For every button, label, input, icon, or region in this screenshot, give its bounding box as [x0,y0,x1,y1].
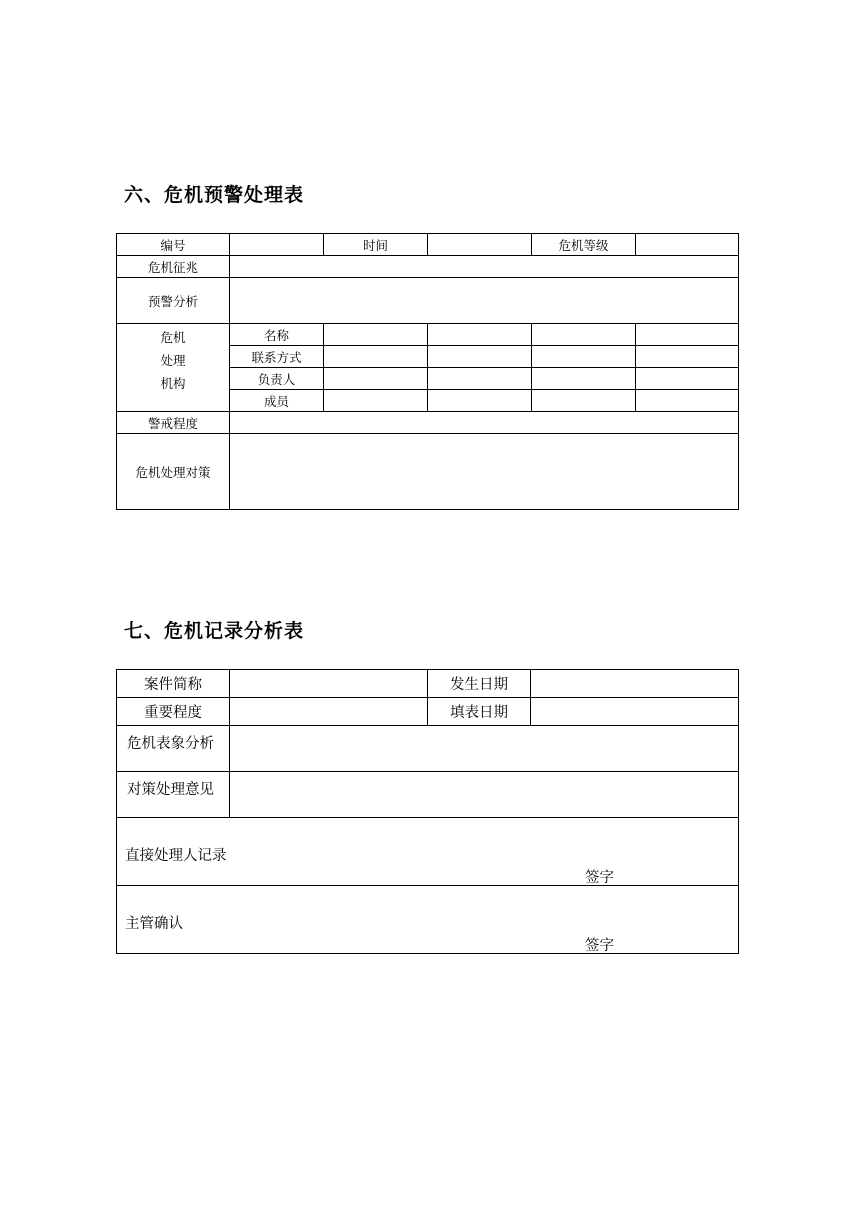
table-row [117,256,739,278]
importance-field[interactable] [230,698,428,726]
handler-signature-label: 签字 [585,870,614,886]
time-field[interactable] [428,234,532,256]
table-row [117,886,739,954]
phenomenon-label: 危机表象分析 [117,726,230,772]
org-label [117,324,230,412]
level-field[interactable] [636,234,739,256]
fill-date-label: 填表日期 [428,698,531,726]
analysis-field[interactable] [230,278,739,324]
table-cell[interactable] [428,368,532,390]
table-cell[interactable] [532,346,636,368]
measures-field[interactable] [230,434,739,510]
fill-date-field[interactable] [531,698,739,726]
table-cell[interactable] [532,324,636,346]
alert-field[interactable] [230,412,739,434]
case-name-label: 案件简称 [117,670,230,698]
table-cell[interactable] [428,390,532,412]
org-label-line: 机构 [160,376,186,391]
table-cell[interactable] [324,346,428,368]
handler-record-cell[interactable] [117,818,739,886]
table-row [117,698,739,726]
number-field[interactable] [230,234,324,256]
section6-title: 六、危机预警处理表 [124,184,305,206]
table-cell[interactable] [324,390,428,412]
opinion-label: 对策处理意见 [117,772,230,818]
table-cell[interactable] [636,390,739,412]
table-cell[interactable] [532,368,636,390]
opinion-field[interactable] [230,772,739,818]
table-row [117,278,739,324]
section7-title: 七、危机记录分析表 [124,620,305,642]
phenomenon-field[interactable] [230,726,739,772]
number-label: 编号 [117,234,230,256]
measures-label: 危机处理对策 [117,434,230,510]
analysis-label: 预警分析 [117,278,230,324]
org-name-label: 名称 [230,324,324,346]
table-cell[interactable] [428,324,532,346]
table-cell[interactable] [636,368,739,390]
table-row [117,670,739,698]
table-row [117,412,739,434]
level-label: 危机等级 [532,234,636,256]
date-field[interactable] [531,670,739,698]
handler-label: 直接处理人记录 [125,848,227,864]
table-row [117,818,739,886]
signs-field[interactable] [230,256,739,278]
table-cell[interactable] [428,346,532,368]
case-name-field[interactable] [230,670,428,698]
org-contact-label: 联系方式 [230,346,324,368]
signs-label: 危机征兆 [117,256,230,278]
table-cell[interactable] [532,390,636,412]
supervisor-signature-label: 签字 [585,938,614,954]
org-leader-label: 负责人 [230,368,324,390]
date-label: 发生日期 [428,670,531,698]
org-label-line: 危机 [160,330,186,345]
table-cell[interactable] [324,368,428,390]
table-row [117,726,739,772]
table-cell[interactable] [636,346,739,368]
org-label-line: 处理 [160,353,186,368]
supervisor-label: 主管确认 [125,916,183,932]
table-row [117,772,739,818]
table-cell[interactable] [636,324,739,346]
crisis-record-table [116,669,739,954]
table-row [117,324,739,346]
supervisor-cell[interactable] [117,886,739,954]
time-label: 时间 [324,234,428,256]
table-row [117,234,739,256]
table-row [117,434,739,510]
table-cell[interactable] [324,324,428,346]
crisis-warning-table [116,233,739,510]
importance-label: 重要程度 [117,698,230,726]
org-members-label: 成员 [230,390,324,412]
alert-label: 警戒程度 [117,412,230,434]
